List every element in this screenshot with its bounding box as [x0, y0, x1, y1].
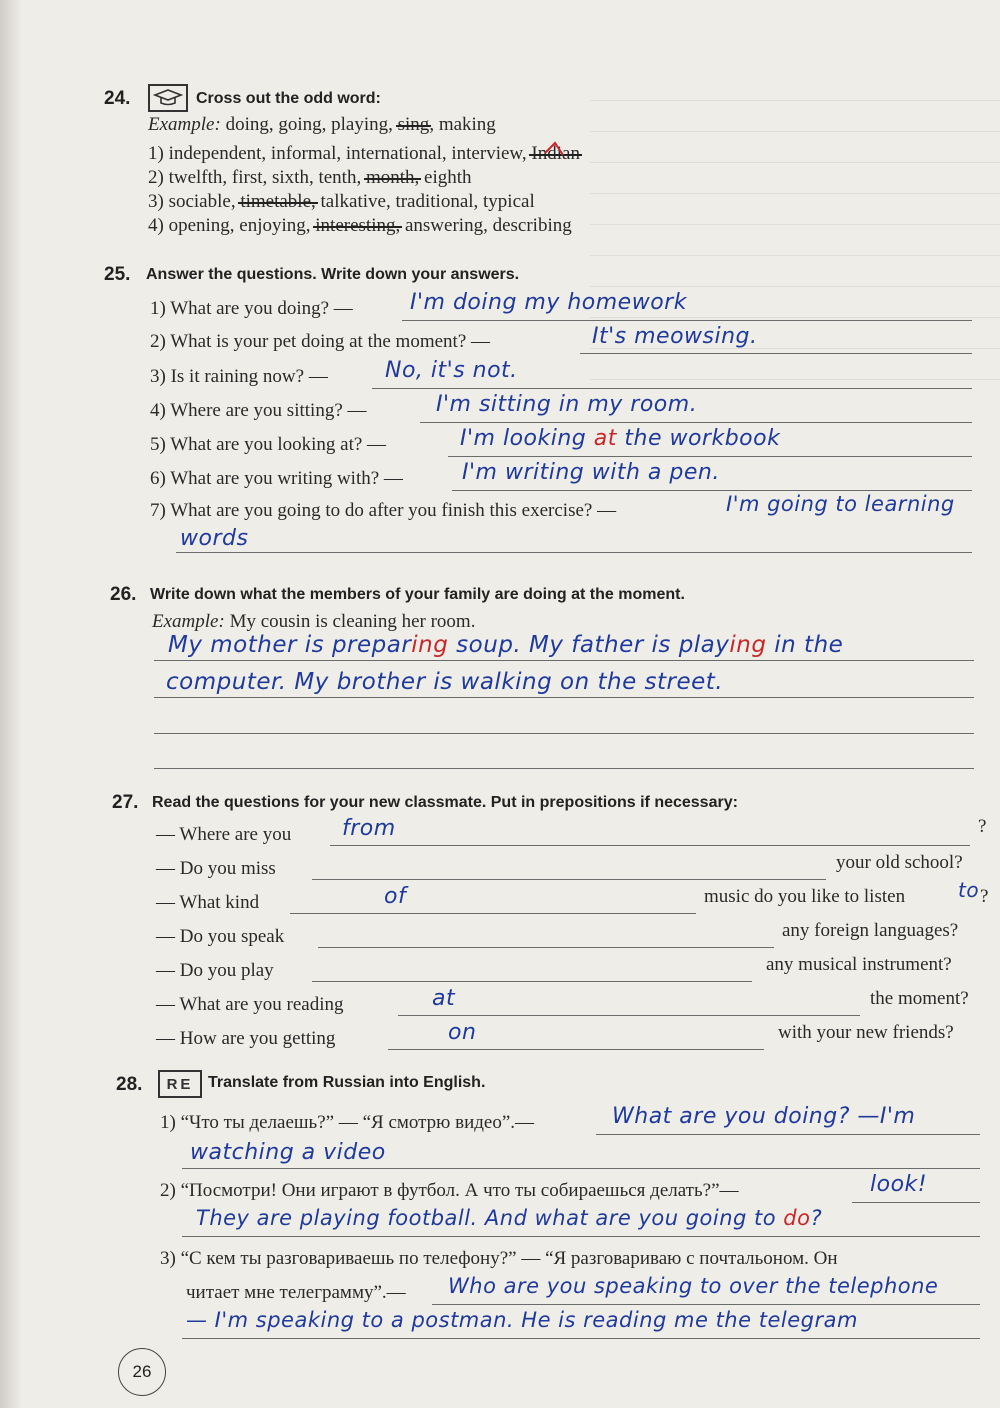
red-correction: ing [729, 632, 767, 658]
item-text-end: eighth [419, 167, 472, 188]
answer-line [182, 1338, 980, 1339]
graduation-cap-icon [148, 84, 188, 112]
answer-line [448, 456, 972, 457]
exercise-27-answer-7[interactable]: on [448, 1020, 477, 1045]
struck-word: sing [397, 114, 430, 135]
item-text: 2) twelfth, first, sixth, tenth, [148, 167, 362, 188]
answer-7[interactable]: I'm going to learning [726, 492, 955, 516]
red-correction: at [593, 426, 617, 451]
answer-line [372, 388, 972, 389]
exercise-28-answer-3[interactable]: Who are you speaking to over the telephone [448, 1274, 939, 1298]
answer-line [312, 879, 826, 880]
answer-line [318, 947, 774, 948]
answer-line [154, 697, 974, 698]
page-number: 26 [118, 1348, 166, 1396]
exercise-27-answer-6[interactable]: at [432, 986, 456, 1011]
answer-3[interactable]: No, it's not. [385, 358, 518, 383]
answer-6[interactable]: I'm writing with a pen. [462, 460, 720, 485]
exercise-26-number: 26. [110, 584, 137, 605]
item-text-end: answering, describing [400, 215, 572, 236]
exercise-27-question-7: — How are you getting [156, 1028, 336, 1049]
answer-text-end: ? [810, 1206, 823, 1230]
exercise-24-example [148, 114, 496, 136]
exercise-28-question-3-continued: читает мне телеграмму”.— [186, 1282, 406, 1303]
exercise-27-question-3-end: music do you like to listen [704, 886, 906, 907]
answer-line [154, 733, 974, 734]
answer-line [388, 1049, 764, 1050]
exercise-26-heading: Write down what the members of your family are doing at the moment. [150, 586, 685, 603]
answer-line [176, 552, 972, 553]
exercise-28-question-2: 2) “Посмотри! Они играют в футбол. А что ты собираешься делать?”— [160, 1180, 739, 1201]
answer-text: in the [766, 632, 844, 658]
exercise-24-item-3 [148, 191, 535, 213]
exercise-28-question-3: 3) “С кем ты разговариваешь по телефону?” — “Я разговариваю с почтальоном. Он [160, 1248, 838, 1269]
answer-1[interactable]: I'm doing my homework [410, 290, 687, 315]
exercise-24-item-4 [148, 215, 572, 237]
exercise-24-heading: Cross out the odd word: [196, 90, 381, 107]
answer-line [154, 660, 974, 661]
answer-line [312, 981, 752, 982]
exercise-25-question-4: 4) Where are you sitting? — [150, 400, 367, 421]
exercise-25-question-7: 7) What are you going to do after you finish this exercise? — [150, 500, 617, 521]
answer-text: soup. My father is play [448, 632, 730, 658]
exercise-27-question-7-end: with your new friends? [778, 1022, 954, 1043]
answer-line [290, 913, 696, 914]
answer-line [154, 768, 974, 769]
item-text: 3) sociable, [148, 191, 236, 212]
answer-line [402, 320, 972, 321]
question-mark: ? [978, 816, 987, 837]
exercise-25-heading: Answer the questions. Write down your answers. [146, 266, 520, 283]
exercise-25-number: 25. [104, 264, 131, 285]
exercise-25-question-2: 2) What is your pet doing at the moment? — [150, 331, 490, 352]
struck-word: Indian [531, 143, 580, 164]
answer-text-end: the workbook [624, 426, 781, 451]
answer-line [432, 1304, 980, 1305]
red-correction-mark [515, 135, 685, 165]
exercise-28-question-1: 1) “Что ты делаешь?” — “Я смотрю видео”.— [160, 1112, 535, 1133]
exercise-27-question-2-end: your old school? [836, 852, 963, 873]
answer-text: My mother is prepar [168, 632, 412, 658]
exercise-27-question-2: — Do you miss [156, 858, 276, 879]
answer-text: They are playing football. And what are you going to [196, 1206, 784, 1230]
answer-7-continued[interactable]: words [180, 526, 249, 551]
answer-4[interactable]: I'm sitting in my room. [436, 392, 698, 417]
example-label: Example: [148, 114, 221, 135]
answer-2[interactable]: It's meowsing. [592, 324, 758, 349]
answer-text: I'm looking [460, 426, 587, 451]
exercise-28-answer-1-continued[interactable]: watching a video [190, 1140, 386, 1165]
question-mark: ? [980, 886, 989, 907]
example-words-end: , making [429, 114, 496, 135]
exercise-27-question-6-end: the moment? [870, 988, 969, 1009]
exercise-27-question-3: — What kind [156, 892, 260, 913]
exercise-27-answer-3b[interactable]: to [958, 878, 980, 902]
exercise-25-question-6: 6) What are you writing with? — [150, 468, 403, 489]
book-spine [0, 0, 22, 1408]
exercise-27-number: 27. [112, 792, 139, 813]
answer-line [452, 490, 972, 491]
exercise-27-question-5-end: any musical instrument? [766, 954, 952, 975]
exercise-27-question-4: — Do you speak [156, 926, 285, 947]
exercise-27-question-6: — What are you reading [156, 994, 344, 1015]
exercise-28-answer-1[interactable]: What are you doing? —I'm [612, 1104, 916, 1129]
answer-line [580, 353, 972, 354]
red-correction: do [783, 1206, 811, 1230]
exercise-26-answer-line-1[interactable] [168, 632, 843, 658]
answer-line [182, 1168, 980, 1169]
exercise-28-answer-2[interactable]: look! [870, 1172, 928, 1197]
exercise-25-question-5: 5) What are you looking at? — [150, 434, 387, 455]
exercise-27-heading: Read the questions for your new classmate. Put in prepositions if necessary: [152, 794, 738, 811]
exercise-27-question-1: — Where are you [156, 824, 292, 845]
exercise-25-question-3: 3) Is it raining now? — [150, 366, 328, 387]
answer-5[interactable] [460, 426, 780, 451]
example-label: Example: [152, 611, 225, 632]
item-text-end: talkative, traditional, typical [315, 191, 535, 212]
exercise-24-item-2 [148, 167, 472, 189]
answer-line [398, 1015, 860, 1016]
answer-line [182, 1236, 980, 1237]
bleed-through-background [590, 70, 1000, 1320]
struck-word: month, [365, 167, 420, 188]
exercise-28-answer-2-continued[interactable] [196, 1206, 822, 1230]
red-correction: ing [411, 632, 449, 658]
example-words: doing, going, playing, [225, 114, 393, 135]
exercise-27-answer-1[interactable]: from [342, 816, 396, 841]
exercise-26-example [152, 611, 475, 633]
re-badge-icon: RE [158, 1070, 202, 1098]
exercise-25-question-1: 1) What are you doing? — [150, 298, 353, 319]
exercise-27-question-5: — Do you play [156, 960, 274, 981]
exercise-27-question-4-end: any foreign languages? [782, 920, 959, 941]
exercise-26-answer-line-2[interactable]: computer. My brother is walking on the street. [166, 669, 724, 695]
example-text: My cousin is cleaning her room. [229, 611, 476, 632]
struck-word: interesting, [315, 215, 401, 236]
answer-line [330, 845, 970, 846]
exercise-24-number: 24. [104, 88, 131, 109]
exercise-28-answer-3-continued[interactable]: — I'm speaking to a postman. He is reading me the telegram [186, 1308, 858, 1332]
answer-line [852, 1202, 980, 1203]
answer-line [420, 422, 972, 423]
exercise-28-number: 28. [116, 1074, 143, 1095]
exercise-27-answer-3[interactable]: of [384, 884, 407, 909]
struck-word: timetable, [240, 191, 316, 212]
exercise-28-heading: Translate from Russian into English. [208, 1074, 486, 1091]
item-text: 1) independent, informal, international, interview, [148, 143, 527, 164]
item-text: 4) opening, enjoying, [148, 215, 311, 236]
answer-line [596, 1134, 980, 1135]
